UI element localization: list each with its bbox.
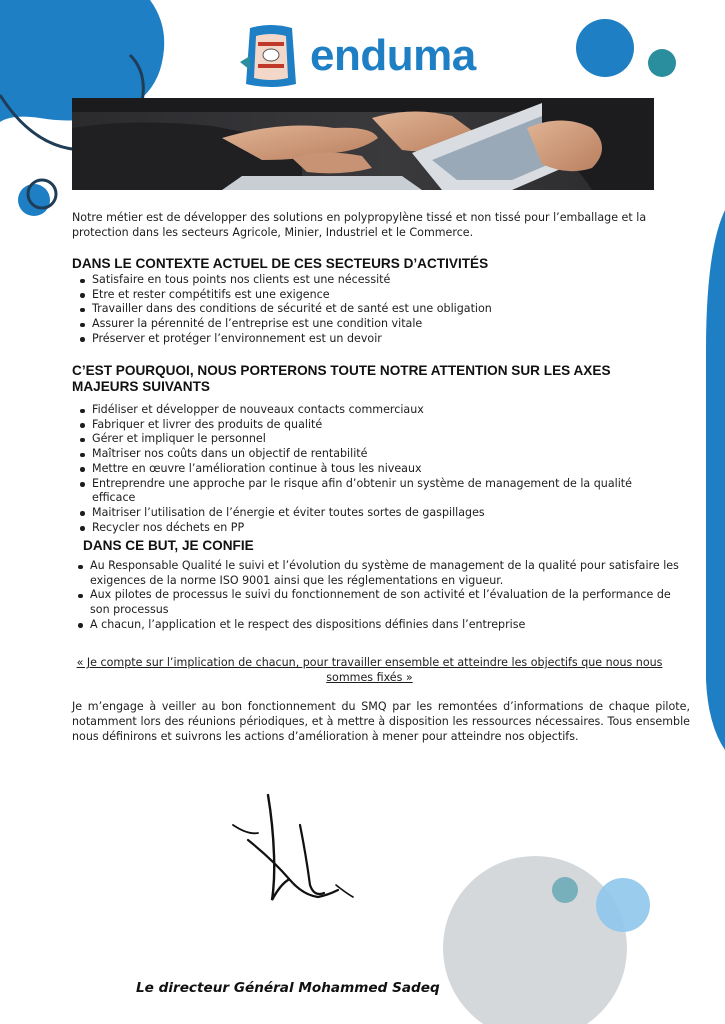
confie-list: [72, 559, 680, 633]
list-item: Préserver et protéger l’environnement est un devoir: [74, 332, 664, 347]
list-item: Aux pilotes de processus le suivi du fonctionnement de son activité et l’évaluation de la performance de son processus: [72, 588, 680, 617]
hero-business-photo: [72, 98, 654, 190]
commitment-quote: « Je compte sur l’implication de chacun, pour travailler ensemble et atteindre les objectifs que nous nous sommes fixés »: [76, 656, 663, 684]
list-item: Entreprendre une approche par le risque afin d’obtenir un système de management de la qualité efficace: [74, 477, 674, 506]
list-item: Gérer et impliquer le personnel: [74, 432, 674, 447]
axes-list: [74, 403, 674, 535]
list-item: Travailler dans des conditions de sécurité et de santé est une obligation: [74, 302, 664, 317]
list-item: Maîtriser nos coûts dans un objectif de rentabilité: [74, 447, 674, 462]
list-item: Mettre en œuvre l’amélioration continue à tous les niveaux: [74, 462, 674, 477]
brand-name: enduma: [310, 31, 476, 80]
decorative-circles-bottom-right: [440, 850, 650, 1024]
handwritten-signature: [228, 785, 363, 910]
list-item: Etre et rester compétitifs est une exigence: [74, 288, 664, 303]
list-item: Fidéliser et développer de nouveaux contacts commerciaux: [74, 403, 674, 418]
list-item: Maitriser l’utilisation de l’énergie et éviter toutes sortes de gaspillages: [74, 506, 674, 521]
sack-logo-icon: [240, 22, 302, 90]
list-item: Recycler nos déchets en PP: [74, 521, 674, 536]
signatory-name: Le directeur Général Mohammed Sadeq: [136, 980, 440, 996]
intro-paragraph: Notre métier est de développer des solutions en polypropylène tissé et non tissé pour l’emballage et la protection dans les secteurs Agricole, Minier, Industriel et le Commerce.: [72, 211, 647, 239]
decorative-arc-right: [704, 210, 725, 750]
decorative-circles-top-right: [570, 15, 680, 90]
list-item: Fabriquer et livrer des produits de qualité: [74, 418, 674, 433]
section-heading-axes: C’EST POURQUOI, NOUS PORTERONS TOUTE NOTRE ATTENTION SUR LES AXES MAJEURS SUIVANTS: [72, 363, 611, 394]
list-item: Au Responsable Qualité le suivi et l’évolution du système de management de la qualité pour satisfaire les exigences de la norme ISO 9001 ainsi que les réglementations en vigueur.: [72, 559, 680, 588]
section-heading-context: DANS LE CONTEXTE ACTUEL DE CES SECTEURS D’ACTIVITÉS: [72, 256, 489, 271]
section-heading-confie: DANS CE BUT, JE CONFIE: [83, 538, 254, 553]
list-item: Satisfaire en tous points nos clients est une nécessité: [74, 273, 664, 288]
company-logo: [240, 20, 476, 92]
context-list: [74, 273, 664, 347]
list-item: A chacun, l’application et le respect des dispositions définies dans l’entreprise: [72, 618, 680, 633]
engagement-paragraph: Je m’engage à veiller au bon fonctionnement du SMQ par les remontées d’informations de chaque pilote, notamment lors des réunions périodiques, et à mettre à disposition les ressources nécessaires. Tous ensemble nous définirons et suivrons les actions d’amélioration à mener pour atteindre nos objectifs.: [72, 700, 690, 743]
list-item: Assurer la pérennité de l’entreprise est une condition vitale: [74, 317, 664, 332]
